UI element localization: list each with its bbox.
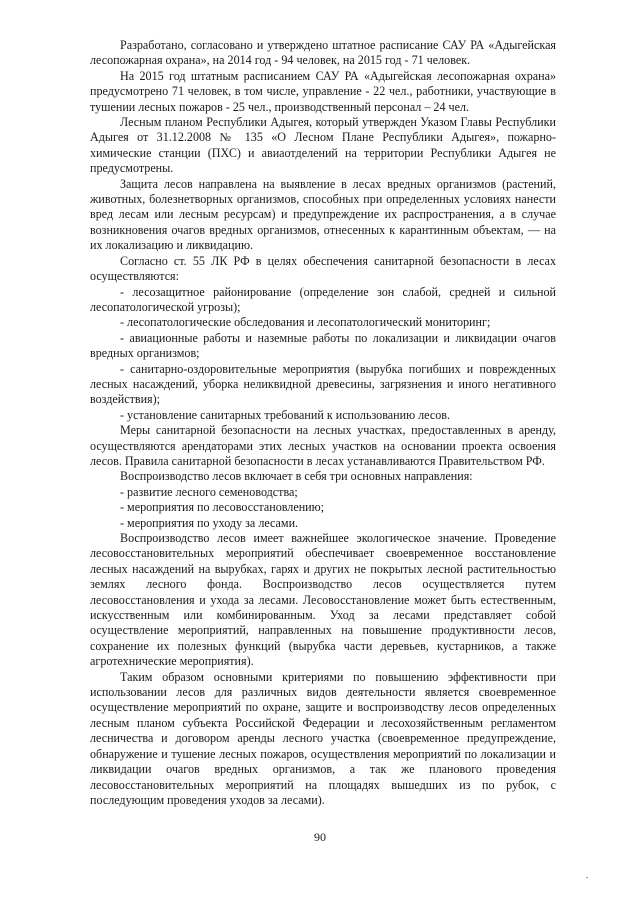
paragraph: - авиационные работы и наземные работы по локализации и ликвидации очагов вредных организмов; — [90, 330, 556, 361]
page-number: 90 — [314, 830, 326, 844]
paragraph: Лесным планом Республики Адыгея, который утвержден Указом Главы Республики Адыгея от 31.12.2008 № 135 «О Лесном Плане Республики Адыгея», пожарно-химические станции (ПХС) и авиаотделений на территории Республики Адыгея не предусмотрены. — [90, 115, 556, 176]
paragraph: Защита лесов направлена на выявление в лесах вредных организмов (растений, животных, болезнетворных организмов, способных при определенных условиях нанести вред лесам или лесным ресурсам) и предупреждение их распространения, а в случае возникновения очагов вредных организмов, отнесенных к карантинным объектам, — на их локализацию и ликвидацию. — [90, 176, 556, 253]
paragraph: Таким образом основными критериями по повышению эффективности при использовании лесов для различных видов деятельности является своевременное осуществление мероприятий по охране, защите и воспроизводству лесов определенных лесным планом субъекта Российской Федерации и лесохозяйственным регламентом лесничества и договором аренды лесного участка (своевременное предупреждение, обнаружение и тушение лесных пожаров, осуществления мероприятий по локализации и ликвидации очагов вредных организмов, а так же планового проведения лесовосстановительных мероприятий на площадях вышедших из по рубок, с последующим проведения уходов за лесами). — [90, 669, 556, 807]
scan-speck — [586, 877, 588, 878]
paragraph: Воспроизводство лесов включает в себя три основных направления: — [120, 469, 473, 484]
paragraph: - развитие лесного семеноводства; — [120, 484, 298, 499]
body-text — [90, 38, 556, 808]
paragraph: - мероприятия по лесовосстановлению; — [120, 500, 325, 515]
paragraph: - лесопатологические обследования и лесопатологический мониторинг; — [120, 315, 491, 330]
paragraph: Согласно ст. 55 ЛК РФ в целях обеспечения санитарной безопасности в лесах осуществляются: — [90, 253, 556, 284]
paragraph: - установление санитарных требований к использованию лесов. — [120, 407, 450, 422]
paragraph: - лесозащитное районирование (определение зон слабой, средней и сильной лесопатологической угрозы); — [90, 284, 556, 314]
paragraph: Разработано, согласовано и утверждено штатное расписание САУ РА «Адыгейская лесопожарная охрана», на 2014 год - 94 человек, на 2015 год - 71 человек. — [90, 38, 556, 68]
paragraph: - мероприятия по уходу за лесами. — [120, 515, 299, 530]
paragraph: На 2015 год штатным расписанием САУ РА «Адыгейская лесопожарная охрана» предусмотрено 71 человек, в том числе, управление - 22 чел., работники, участвующие в тушении лесных пожаров - 25 чел., производственный персонал – 24 чел. — [90, 68, 556, 114]
paragraph: Воспроизводство лесов имеет важнейшее экологическое значение. Проведение лесовосстановительных мероприятий обеспечивает своевременное восстановление лесных насаждений на вырубках, гарях и других не покрытых лесной растительностью землях лесного фонда. Воспроизводство лесов осуществляется путем лесовосстановления и ухода за лесами. Лесовосстановление может быть естественным, искусственным или комбинированным. Уход за лесами представляет собой осуществление мероприятий, направленных на повышение продуктивности лесов, сохранение их полезных функций (вырубка части деревьев, кустарников, а также агротехнические мероприятия). — [90, 531, 556, 669]
paragraph: - санитарно-оздоровительные мероприятия (вырубка погибших и поврежденных лесных насаждений, уборка неликвидной древесины, загрязнения и иного негативного воздействия); — [90, 361, 556, 407]
paragraph: Меры санитарной безопасности на лесных участках, предоставленных в аренду, осуществляются арендаторами этих лесных участков на основании проекта освоения лесов. Правила санитарной безопасности в лесах устанавливаются Правительством РФ. — [90, 423, 556, 468]
